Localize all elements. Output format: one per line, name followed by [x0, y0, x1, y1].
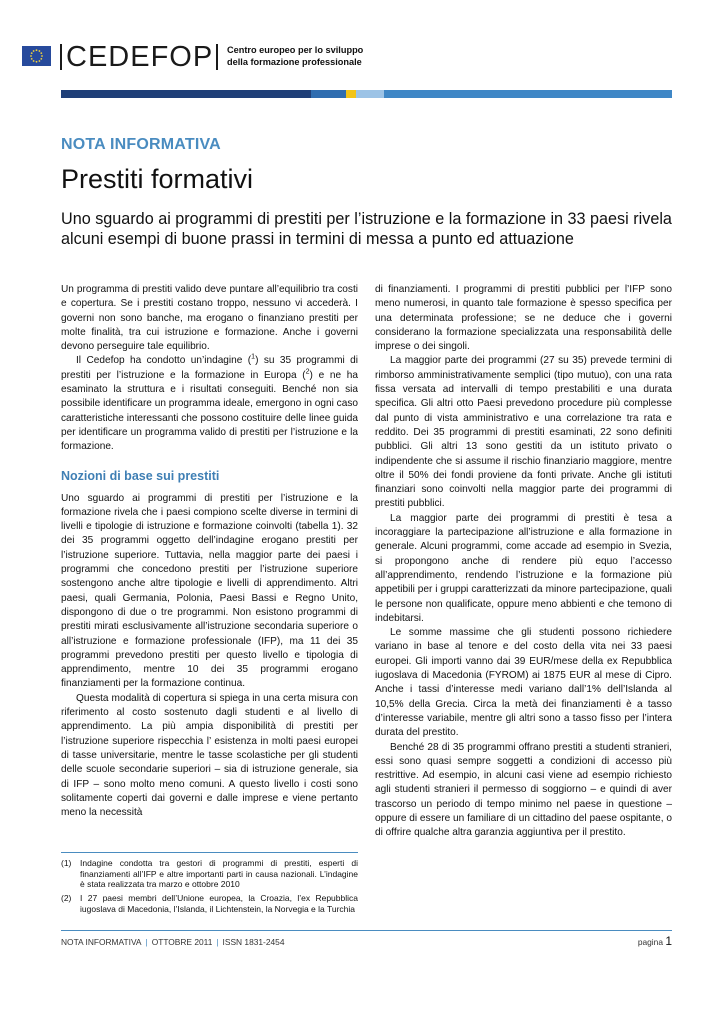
cedefop-logo: CEDEFOP	[66, 41, 214, 73]
page-title: Prestiti formativi	[61, 164, 254, 194]
right-column	[375, 283, 672, 841]
footnote-ref[interactable]: 1	[251, 354, 256, 362]
paragraph: La maggior parte dei programmi (27 su 35) prevede termini di rimborso amministrativamente semplici (tipo mutuo), con una rata fissa versata ad intervalli di tempo prestabiliti e una durata specifica. Gli altri otto Paesi prevedono procedure più complesse dal punto di vista amministrativo e una correlazione tra rata e reddito. Dei 35 programmi di prestiti esaminati, 22 sono definiti pubblici. Gli altri 13 sono gestiti da un istituto privato o indipendente che si assume il rischio finanziario maggiore, mentre oltre il 50% dei fondi proviene da fonti private. Anche gli istituti finanziari sono coinvolti nella maggior parte dei programmi di prestiti pubblici.	[375, 355, 672, 510]
paragraph: Uno sguardo ai programmi di prestiti per l’istruzione e la formazione rivela che i paesi compiono scelte diverse in termini di livelli e tipologie di istruzione e formazione coinvolti (tabella 1). 32 dei 35 programmi oggetto dell’indagine erogano prestiti per l’istruzione superiore. Tuttavia, nella maggior parte dei paesi i programmi che concedono prestiti per l’istruzione superiore sostengono anche altre tipologie e livelli di apprendimento. Altri paesi, quali Germania, Polonia, Paesi Bassi e Regno Unito, dispongono di due o tre programmi. Non esistono programmi di prestiti mirati esclusivamente all’istruzione secondaria superiore o all’istruzione e formazione professionale (IFP), ma 11 dei 35 programmi prevedono prestiti per questo livello e tipologia di apprendimento, mentre 10 dei 35 programmi erogano finanziamenti per la formazione continua.	[61, 492, 358, 690]
paragraph: di finanziamenti. I programmi di prestiti pubblici per l’IFP sono meno numerosi, in quanto tale formazione è spesso specifica per una determinata professione; se ne deduce che i governi considerano la formazione specializzata una responsabilità delle imprese o dei singoli.	[375, 284, 672, 353]
footnote-number: (1)	[61, 858, 72, 868]
header-stripe-mid	[384, 90, 672, 98]
header-stripe-light	[356, 90, 384, 98]
paragraph: Le somme massime che gli studenti possono richiedere variano in base al tenore e del costo della vita nei 33 paesi europei. Gli importi vanno dai 39 EUR/mese della ex Repubblica iugoslava di Macedonia (FYROM) ai 1875 EUR al mese di Cipro. Anche i tassi d’interesse medi variano dall’1% dell’Islanda al 10,5% della Grecia. Circa la metà dei finanziamenti è a tasso d’interesse variabile, mentre gli altri sono a tasso fisso per l’intera durata del prestito.	[375, 627, 672, 739]
left-column	[61, 283, 358, 820]
footer-info: NOTA INFORMATIVA | OTTOBRE 2011 | ISSN 1831-2454	[61, 937, 285, 947]
header-stripe-yellow	[346, 90, 356, 98]
page-subtitle: Uno sguardo ai programmi di prestiti per l’istruzione e la formazione in 33 paesi rivela alcuni esempi di buone prassi in termini di messa a punto ed attuazione	[61, 210, 672, 248]
paragraph: La maggior parte dei programmi di prestiti è tesa a incoraggiare la partecipazione all’istruzione e alla formazione in generale. Alcuni programmi, come accade ad esempio in Svezia, si propongono anche di rendere più equo l’accesso all’apprendimento, rendendo l’istruzione e la formazione più appetibili per i gruppi caratterizzati da minore partecipazione, quali le persone non qualificate, oppure meno abbienti e che temono di indebitarsi.	[375, 512, 672, 624]
header-stripe-dark	[61, 90, 311, 98]
page-number: pagina 1	[637, 934, 672, 948]
paragraph: Benché 28 di 35 programmi offrano prestiti a studenti stranieri, essi sono quasi sempre soggetti a condizioni di accesso più restrittive. Ad esempio, in alcuni casi viene ad esempio richiesto agli studenti stranieri il permesso di soggiorno – e quindi di aver trascorso un periodo di tempo minimo nel paese in questione – oppure di essere un familiare di un cittadino del paese ospitante, o di offrire qualche altra garanzia aggiuntiva per il prestito.	[375, 741, 672, 839]
section-heading: Nozioni di base sui prestiti	[61, 468, 220, 483]
logo-divider-right	[216, 44, 218, 70]
footnote-text: Indagine condotta tra gestori di programmi di prestiti, esperti di finanziamenti all’IFP e altre importanti parti in causa nazionali. L’indagine è stata realizzata tra marzo e ottobre 2010	[80, 858, 358, 889]
footnote-number: (2)	[61, 893, 72, 903]
paragraph: Un programma di prestiti valido deve puntare all’equilibrio tra costi e copertura. Se i prestiti costano troppo, nessuno vi accederà. I governi non sono banche, ma erogano o finanziano prestiti per molte finalità, tra cui istruzione e formazione. Anche i governi devono perseguire tale equilibrio.	[61, 284, 358, 353]
paragraph: Il Cedefop ha condotto un’indagine ($^1$) su 35 programmi di prestiti per l’istruzione e la formazione in Europa ($^2$) e ne ha esaminato la struttura e i risultati conseguiti. Benché non sia possibile identificare un programma ideale, emergono in ogni caso caratteristiche interessanti che possono costituire delle linee guida per identificare un programma valido di prestiti per l’istruzione e la formazione.	[61, 354, 359, 453]
footer-date: OTTOBRE 2011	[151, 937, 213, 947]
org-name-line2: della formazione professionale	[227, 57, 362, 67]
paragraph: Questa modalità di copertura si spiega in una certa misura con riferimento al costo sostenuto dagli studenti e al livello di apprendimento. La più ampia disponibilità di prestiti per l’istruzione superiore rispecchia l’ esistenza in molti paesi europei di tasse universitarie, mentre le tasse scolastiche per gli studenti delle scuole secondarie superiori – sia di istruzione generale, sia di IFP – sono molto meno comuni. A questo livello i costi sono solitamente coperti dai governi e dalle imprese e viene pertanto meno la necessità	[61, 692, 358, 819]
footnote-ref[interactable]: 2	[305, 368, 310, 376]
header-stripe-blue	[311, 90, 346, 98]
footer-issn: ISSN 1831-2454	[222, 937, 285, 947]
footnote	[61, 858, 358, 890]
footer-series: NOTA INFORMATIVA	[61, 937, 142, 947]
logo-divider	[60, 44, 62, 70]
footnote-divider	[61, 852, 358, 853]
eu-flag-logo	[22, 46, 51, 66]
footnote-text: I 27 paesi membri dell’Unione europea, la Croazia, l’ex Repubblica iugoslava di Macedonia, l’Islanda, il Lichtenstein, la Norvegia e la Turchia	[80, 893, 358, 914]
kicker-label: NOTA INFORMATIVA	[61, 136, 221, 153]
footnote	[61, 893, 358, 914]
org-name-line1: Centro europeo per lo sviluppo	[227, 45, 364, 55]
footer-divider	[61, 930, 672, 931]
